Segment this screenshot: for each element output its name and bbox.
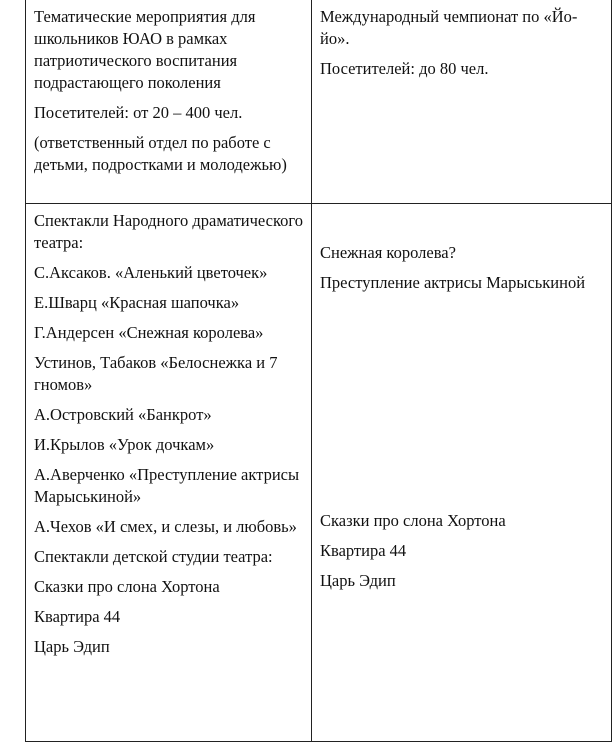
cell-text: Спектакли детской студии театра:	[34, 547, 273, 566]
cell-text: А.Чехов «И смех, и слезы, и любовь»	[34, 517, 297, 536]
cell-text: Тематические мероприятия для школьников ЮАО в рамках патриотического воспитания подрастающего поколения	[34, 7, 256, 92]
cell-text: Посетителей: до 80 чел.	[320, 59, 489, 78]
cell-text: И.Крылов «Урок дочкам»	[34, 435, 215, 454]
table-row	[26, 0, 611, 203]
cell-text: Посетителей: от 20 – 400 чел.	[34, 103, 243, 122]
cell-text: Квартира 44	[34, 607, 121, 626]
cell-text: Е.Шварц «Красная шапочка»	[34, 293, 240, 312]
cell-text: Г.Андерсен «Снежная королева»	[34, 323, 264, 342]
cell-text: Снежная королева?	[320, 243, 456, 262]
table-cell-events	[26, 0, 312, 203]
table-cell-performances-2	[312, 204, 610, 741]
cell-text: Сказки про слона Хортона	[320, 511, 506, 530]
cell-text: Царь Эдип	[320, 571, 396, 590]
cell-text: Царь Эдип	[34, 637, 110, 656]
cell-text: А.Аверченко «Преступление актрисы Марыськиной»	[34, 465, 300, 506]
cell-text: А.Островский «Банкрот»	[34, 405, 212, 424]
schedule-table	[25, 0, 612, 742]
cell-text: Международный чемпионат по «Йо-йо».	[320, 7, 578, 48]
spacer	[320, 302, 602, 510]
cell-text: (ответственный отдел по работе с детьми, подростками и молодежью)	[34, 133, 287, 174]
spacer	[320, 210, 602, 242]
cell-text: С.Аксаков. «Аленький цветочек»	[34, 263, 268, 282]
cell-text: Преступление актрисы Марыськиной	[320, 273, 586, 292]
cell-text: Устинов, Табаков «Белоснежка и 7 гномов»	[34, 353, 278, 394]
cell-text: Квартира 44	[320, 541, 407, 560]
table-cell-performances	[26, 204, 312, 741]
table-cell-events-2	[312, 0, 610, 203]
table-row	[26, 203, 611, 741]
cell-text: Спектакли Народного драматического театра:	[34, 211, 303, 252]
cell-text: Сказки про слона Хортона	[34, 577, 220, 596]
